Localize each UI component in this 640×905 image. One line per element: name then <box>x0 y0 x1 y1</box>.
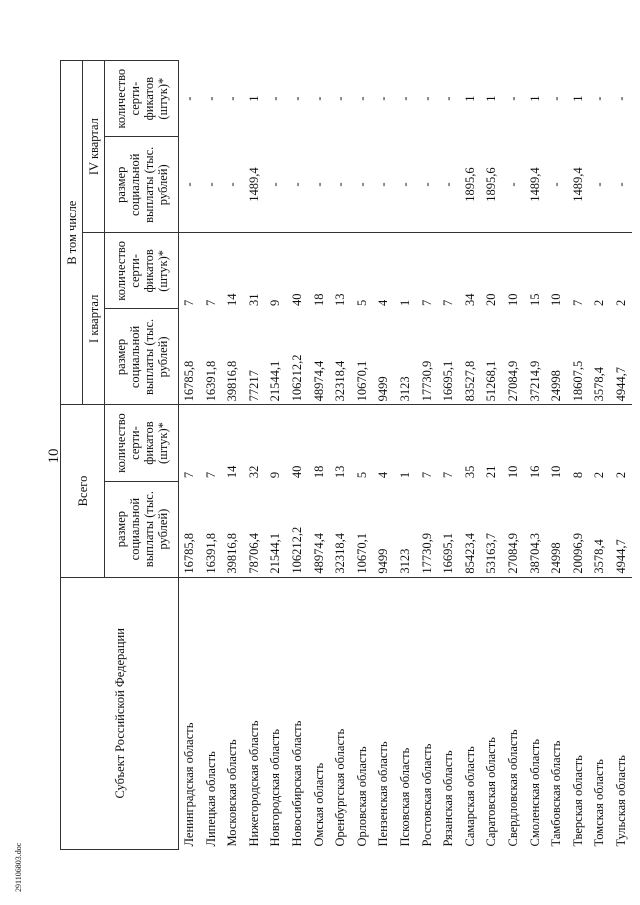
region-cell: Новгородская область <box>265 577 287 849</box>
q4-payment-cell: - <box>592 182 607 187</box>
q4-payment-cell: - <box>182 182 196 187</box>
total-payment-header: размер социальной выплаты (тыс. рублей) <box>105 481 179 577</box>
table-row <box>244 61 266 850</box>
q1-count-cell: 18 <box>309 233 331 309</box>
q1-payment-cell: 9499 <box>376 376 391 402</box>
table-row <box>265 61 287 850</box>
total-count-cell: 4 <box>373 405 395 481</box>
q4-payment-cell: - <box>441 182 456 187</box>
q1-count-cell: 1 <box>395 233 417 309</box>
total-payment-cell: 48974,4 <box>311 532 326 574</box>
total-count-cell: 8 <box>568 405 590 481</box>
q4-count-cell: 1 <box>570 95 585 102</box>
q4-count-cell: - <box>311 96 326 101</box>
q1-payment-cell: 18607,5 <box>570 360 585 402</box>
total-payment-cell: 24998 <box>549 542 564 574</box>
q1-count-cell: 7 <box>179 233 201 309</box>
q4-count-cell: - <box>333 96 348 101</box>
q4-payment-cell: - <box>419 182 434 187</box>
region-cell: Тверская область <box>568 577 590 849</box>
region-cell: Московская область <box>222 577 244 849</box>
total-count-cell: 7 <box>201 405 223 481</box>
q1-count-cell: 9 <box>265 233 287 309</box>
q1-count-cell: 40 <box>287 233 309 309</box>
total-count-cell: 2 <box>589 405 611 481</box>
q1-payment-cell: 16695,1 <box>441 360 456 402</box>
q4-payment-cell: - <box>333 182 348 187</box>
q1-count-cell: 5 <box>352 233 374 309</box>
total-payment-cell: 27084,9 <box>505 532 520 574</box>
q4-payment-cell: - <box>203 182 218 187</box>
q1-count-cell: 34 <box>460 233 482 309</box>
q4-payment-cell: 1489,4 <box>246 167 261 202</box>
q4-count-cell: - <box>505 96 520 101</box>
total-payment-cell: 106212,2 <box>289 526 304 574</box>
table-header <box>61 61 179 850</box>
table-row <box>395 61 417 850</box>
region-cell: Ростовская область <box>417 577 439 849</box>
total-count-cell: 7 <box>438 405 460 481</box>
q4-payment-cell: - <box>311 182 326 187</box>
q4-count-cell: - <box>592 96 607 101</box>
region-cell: Липецкая область <box>201 577 223 849</box>
region-cell: Свердловская область <box>503 577 525 849</box>
table-row <box>589 61 611 850</box>
q1-count-cell: 2 <box>589 233 611 309</box>
q1-payment-cell: 24998 <box>549 370 564 402</box>
total-payment-cell: 20096,9 <box>570 532 585 574</box>
total-count-cell: 9 <box>265 405 287 481</box>
q1-count-cell: 10 <box>546 233 568 309</box>
total-payment-cell: 3123 <box>397 548 412 574</box>
region-cell: Самарская область <box>460 577 482 849</box>
total-payment-cell: 85423,4 <box>462 532 477 574</box>
region-cell: Тамбовская область <box>546 577 568 849</box>
total-payment-cell: 53163,7 <box>484 532 499 574</box>
table-row <box>330 61 352 850</box>
q1-payment-cell: 21544,1 <box>268 360 283 402</box>
q4-payment-cell: - <box>225 182 240 187</box>
q1-count-cell: 10 <box>503 233 525 309</box>
q4-count-cell: - <box>397 96 412 101</box>
page-number: 10 <box>46 448 62 464</box>
total-count-cell: 16 <box>525 405 547 481</box>
q4-count-cell: 1 <box>527 95 542 102</box>
table-row <box>222 61 244 850</box>
q4-count-cell: - <box>376 96 391 101</box>
document-file-name: 291106803.doc <box>14 842 23 892</box>
q4-payment-header: размер социальной выплаты (тыс. рублей) <box>105 137 179 233</box>
q4-payment-cell: - <box>268 182 283 187</box>
q4-count-cell: - <box>289 96 304 101</box>
q1-payment-cell: 77217 <box>246 370 261 402</box>
q1-count-header: количество серти- фикатов (штук)* <box>105 233 179 309</box>
table-row <box>568 61 590 850</box>
total-count-cell: 10 <box>546 405 568 481</box>
q1-payment-cell: 4944,7 <box>613 367 628 402</box>
table-row <box>546 61 568 850</box>
q1-payment-cell: 10670,1 <box>354 360 369 402</box>
region-cell: Оренбургская область <box>330 577 352 849</box>
total-payment-cell: 16785,8 <box>182 532 196 574</box>
region-cell: Новосибирская область <box>287 577 309 849</box>
q1-header: I квартал <box>83 233 105 405</box>
table-row <box>287 61 309 850</box>
q4-count-cell: 1 <box>462 95 477 102</box>
total-payment-cell: 17730,9 <box>419 532 434 574</box>
q4-payment-cell: - <box>549 182 564 187</box>
q1-payment-cell: 3578,4 <box>592 367 607 402</box>
q4-count-cell: 1 <box>246 95 261 102</box>
q4-payment-cell: 1895,6 <box>484 167 499 202</box>
q1-count-cell: 7 <box>568 233 590 309</box>
region-cell: Омская область <box>309 577 331 849</box>
q1-payment-header: размер социальной выплаты (тыс. рублей) <box>105 309 179 405</box>
total-payment-cell: 9499 <box>376 548 391 574</box>
q4-payment-cell: 1489,4 <box>570 167 585 202</box>
q4-payment-cell: - <box>505 182 520 187</box>
q1-count-cell: 15 <box>525 233 547 309</box>
table-row <box>460 61 482 850</box>
total-count-header: количество серти- фикатов (штук)* <box>105 405 179 481</box>
q4-payment-cell: - <box>354 182 369 187</box>
rotated-table-sheet <box>60 60 630 850</box>
table-row <box>503 61 525 850</box>
q1-payment-cell: 32318,4 <box>333 360 348 402</box>
q4-count-cell: - <box>613 96 628 101</box>
total-payment-cell: 39816,8 <box>225 532 240 574</box>
q1-payment-cell: 17730,9 <box>419 360 434 402</box>
q1-payment-cell: 27084,9 <box>505 360 520 402</box>
q1-payment-cell: 39816,8 <box>225 360 240 402</box>
subject-header: Субъект Российской Федерации <box>61 577 179 849</box>
total-payment-cell: 4944,7 <box>613 539 628 574</box>
q1-count-cell: 4 <box>373 233 395 309</box>
region-cell: Саратовская область <box>481 577 503 849</box>
q1-count-cell: 7 <box>438 233 460 309</box>
total-count-cell: 2 <box>611 405 633 481</box>
q1-payment-cell: 48974,4 <box>311 360 326 402</box>
q1-payment-cell: 16785,8 <box>182 360 196 402</box>
total-count-cell: 21 <box>481 405 503 481</box>
table-row <box>201 61 223 850</box>
including-header: В том числе <box>61 61 83 405</box>
q4-count-cell: - <box>441 96 456 101</box>
q4-payment-cell: - <box>289 182 304 187</box>
table-row <box>309 61 331 850</box>
total-header: Всего <box>61 405 105 577</box>
q1-payment-cell: 16391,8 <box>203 360 218 402</box>
total-payment-cell: 16695,1 <box>441 532 456 574</box>
total-payment-cell: 78706,4 <box>246 532 261 574</box>
q1-count-cell: 2 <box>611 233 633 309</box>
total-count-cell: 1 <box>395 405 417 481</box>
table-row <box>438 61 460 850</box>
q4-count-cell: 1 <box>484 95 499 102</box>
total-count-cell: 18 <box>309 405 331 481</box>
q4-header: IV квартал <box>83 61 105 233</box>
q1-count-cell: 31 <box>244 233 266 309</box>
region-cell: Тульская область <box>611 577 633 849</box>
total-payment-cell: 16391,8 <box>203 532 218 574</box>
table-row <box>179 61 201 850</box>
total-payment-cell: 3578,4 <box>592 539 607 574</box>
q1-count-cell: 7 <box>417 233 439 309</box>
total-payment-cell: 21544,1 <box>268 532 283 574</box>
region-cell: Псковская область <box>395 577 417 849</box>
q4-payment-cell: - <box>613 182 628 187</box>
total-count-cell: 10 <box>503 405 525 481</box>
total-count-cell: 7 <box>417 405 439 481</box>
region-cell: Ленинградская область <box>179 577 201 849</box>
q4-payment-cell: 1895,6 <box>462 167 477 202</box>
q4-count-cell: - <box>203 96 218 101</box>
table-row <box>417 61 439 850</box>
q1-payment-cell: 106212,2 <box>289 354 304 402</box>
total-count-cell: 32 <box>244 405 266 481</box>
total-count-cell: 40 <box>287 405 309 481</box>
table-row <box>611 61 633 850</box>
q4-count-cell: - <box>182 96 196 101</box>
q4-payment-cell: 1489,4 <box>527 167 542 202</box>
table-row <box>481 61 503 850</box>
q1-count-cell: 20 <box>481 233 503 309</box>
q4-count-cell: - <box>268 96 283 101</box>
q4-count-cell: - <box>419 96 434 101</box>
table-row <box>352 61 374 850</box>
total-count-cell: 5 <box>352 405 374 481</box>
q4-count-cell: - <box>549 96 564 101</box>
q1-payment-cell: 3123 <box>397 376 412 402</box>
q4-count-cell: - <box>225 96 240 101</box>
total-count-cell: 35 <box>460 405 482 481</box>
total-count-cell: 13 <box>330 405 352 481</box>
table-row <box>373 61 395 850</box>
q1-payment-cell: 37214,9 <box>527 360 542 402</box>
q4-payment-cell: - <box>376 182 391 187</box>
region-cell: Орловская область <box>352 577 374 849</box>
total-payment-cell: 32318,4 <box>333 532 348 574</box>
q1-payment-cell: 51268,1 <box>484 360 499 402</box>
total-count-cell: 7 <box>179 405 201 481</box>
q4-count-header: количество серти- фикатов (штук)* <box>105 61 179 137</box>
region-cell: Пензенская область <box>373 577 395 849</box>
q1-payment-cell: 83527,8 <box>462 360 477 402</box>
q4-payment-cell: - <box>397 182 412 187</box>
region-cell: Томская область <box>589 577 611 849</box>
region-cell: Рязанская область <box>438 577 460 849</box>
total-count-cell: 14 <box>222 405 244 481</box>
q4-count-cell: - <box>354 96 369 101</box>
region-cell: Нижегородская область <box>244 577 266 849</box>
region-cell: Смоленская область <box>525 577 547 849</box>
table-row <box>525 61 547 850</box>
total-payment-cell: 38704,3 <box>527 532 542 574</box>
table-body <box>179 61 633 850</box>
q1-count-cell: 7 <box>201 233 223 309</box>
allocation-table <box>60 60 632 850</box>
total-payment-cell: 10670,1 <box>354 532 369 574</box>
q1-count-cell: 13 <box>330 233 352 309</box>
q1-count-cell: 14 <box>222 233 244 309</box>
